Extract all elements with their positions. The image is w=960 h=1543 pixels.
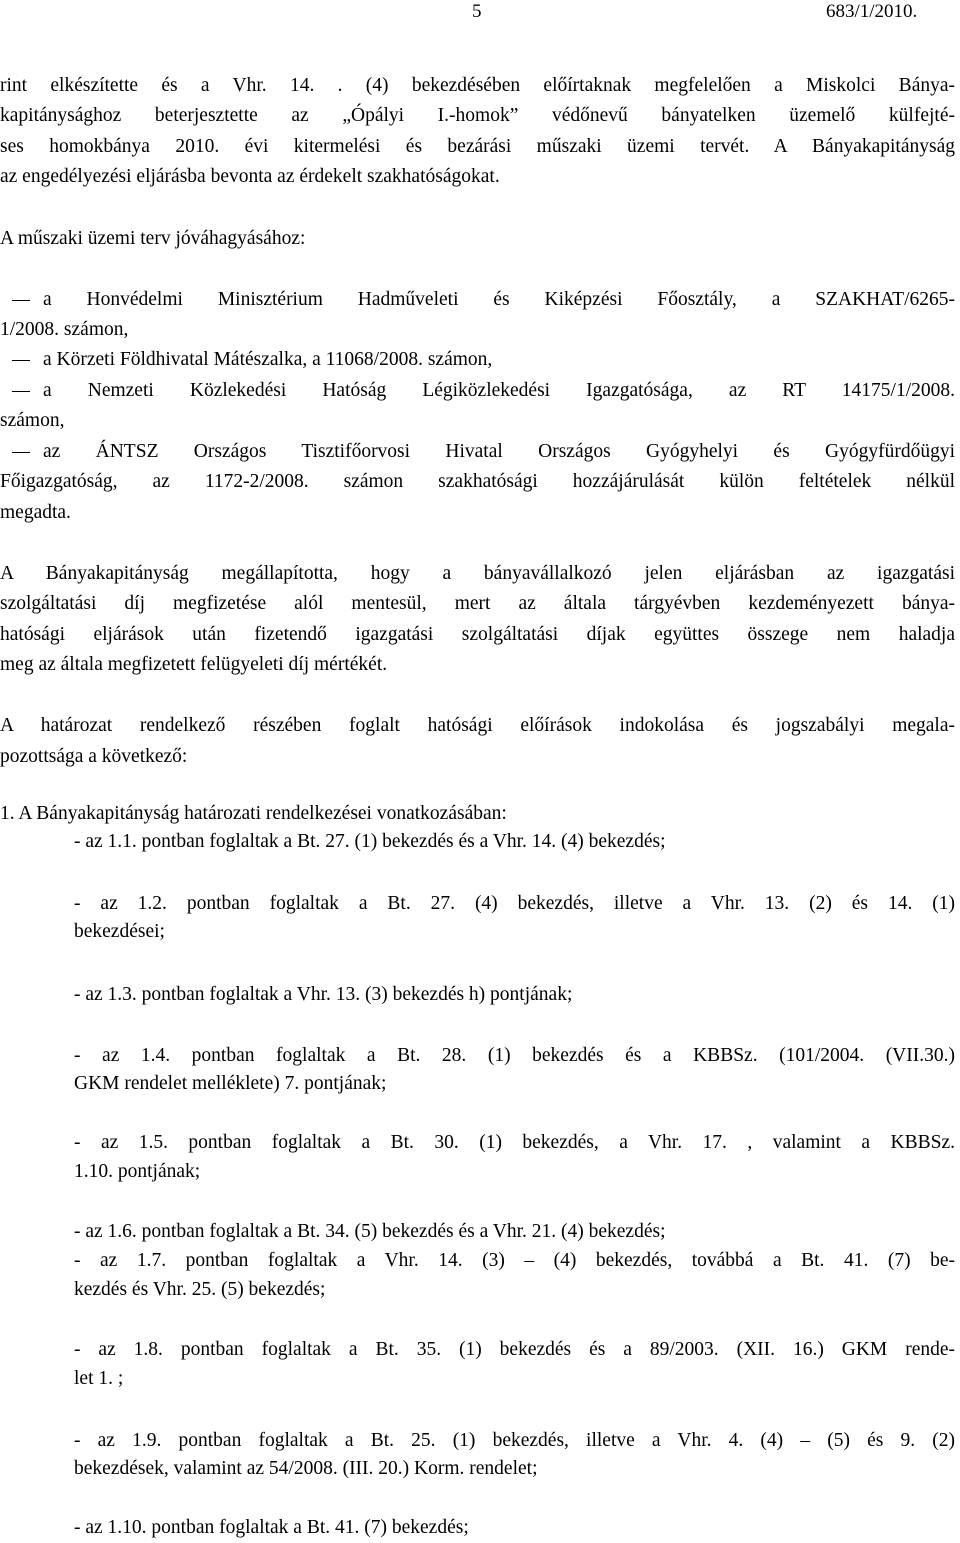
- dash-bullet: [12, 300, 30, 301]
- paragraph-line: ses homokbánya 2010. évi kitermelési és bezárási műszaki üzemi tervét. A Bányakapitányság: [0, 136, 955, 157]
- list-item-line: Főigazgatóság, az 1172-2/2008. számon szakhatósági hozzájárulását külön feltételek nélkül: [0, 471, 955, 492]
- list-item-line: a Nemzeti Közlekedési Hatóság Légiközlekedési Igazgatósága, az RT 14175/1/2008.: [43, 380, 955, 401]
- list-item-line: megadta.: [0, 502, 71, 523]
- legal-item-line: kezdés és Vhr. 25. (5) bekezdés;: [74, 1279, 326, 1300]
- legal-item-line: - az 1.3. pontban foglaltak a Vhr. 13. (3) bekezdés h) pontjának;: [74, 984, 573, 1005]
- paragraph-line: A Bányakapitányság megállapította, hogy a bányavállalkozó jelen eljárásban az igazgatási: [0, 563, 955, 584]
- list-item-line: a Honvédelmi Minisztérium Hadműveleti és Kiképzési Főosztály, a SZAKHAT/6265-: [43, 289, 955, 310]
- paragraph-line: kapitánysághoz beterjesztette az „Ópályi I.-homok” védőnevű bányatelken üzemelő külfejté-: [0, 105, 955, 126]
- numbered-heading: 1. A Bányakapitányság határozati rendelkezései vonatkozásában:: [0, 803, 507, 824]
- legal-item-line: - az 1.7. pontban foglaltak a Vhr. 14. (3) – (4) bekezdés, továbbá a Bt. 41. (7) be-: [74, 1250, 955, 1271]
- legal-item-line: - az 1.4. pontban foglaltak a Bt. 28. (1) bekezdés és a KBBSz. (101/2004. (VII.30.): [74, 1045, 955, 1066]
- legal-item-line: - az 1.8. pontban foglaltak a Bt. 35. (1) bekezdés és a 89/2003. (XII. 16.) GKM rende-: [74, 1339, 955, 1360]
- paragraph-line: rint elkészítette és a Vhr. 14. . (4) bekezdésében előírtaknak megfelelően a Miskolci Bánya-: [0, 75, 955, 96]
- document-reference: 683/1/2010.: [826, 1, 918, 22]
- legal-item-line: - az 1.2. pontban foglaltak a Bt. 27. (4) bekezdés, illetve a Vhr. 13. (2) és 14. (1): [74, 893, 955, 914]
- list-item-line: 1/2008. számon,: [0, 319, 129, 340]
- legal-item-line: - az 1.1. pontban foglaltak a Bt. 27. (1) bekezdés és a Vhr. 14. (4) bekezdés;: [74, 831, 666, 852]
- paragraph-line: szolgáltatási díj megfizetése alól mentesül, mert az általa tárgyévben kezdeményezett bánya-: [0, 593, 955, 614]
- list-item-line: a Körzeti Földhivatal Mátészalka, a 11068/2008. számon,: [43, 349, 493, 370]
- legal-item-line: GKM rendelet melléklete) 7. pontjának;: [74, 1073, 387, 1094]
- legal-item-line: let 1. ;: [74, 1368, 124, 1389]
- paragraph-line: hatósági eljárások után fizetendő igazgatási szolgáltatási díjak együttes összege nem haladja: [0, 624, 955, 645]
- legal-item-line: - az 1.5. pontban foglaltak a Bt. 30. (1) bekezdés, a Vhr. 17. , valamint a KBBSz.: [74, 1132, 955, 1153]
- legal-item-line: - az 1.6. pontban foglaltak a Bt. 34. (5) bekezdés és a Vhr. 21. (4) bekezdés;: [74, 1221, 666, 1242]
- legal-item-line: bekezdések, valamint az 54/2008. (III. 20.) Korm. rendelet;: [74, 1458, 538, 1479]
- list-item-line: az ÁNTSZ Országos Tisztifőorvosi Hivatal Országos Gyógyhelyi és Gyógyfürdőügyi: [43, 441, 955, 462]
- legal-item-line: 1.10. pontjának;: [74, 1161, 201, 1182]
- paragraph-line: pozottsága a következő:: [0, 746, 188, 767]
- paragraph-line: meg az általa megfizetett felügyeleti díj mértékét.: [0, 654, 388, 675]
- dash-bullet: [12, 391, 30, 392]
- legal-item-line: bekezdései;: [74, 921, 165, 942]
- legal-item-line: - az 1.10. pontban foglaltak a Bt. 41. (7) bekezdés;: [74, 1517, 469, 1538]
- list-item-line: számon,: [0, 410, 65, 431]
- dash-bullet: [12, 452, 30, 453]
- paragraph-line: A határozat rendelkező részében foglalt hatósági előírások indokolása és jogszabályi megala-: [0, 715, 955, 736]
- page-number: 5: [472, 1, 482, 22]
- section-intro: A műszaki üzemi terv jóváhagyásához:: [0, 228, 306, 249]
- dash-bullet: [12, 360, 30, 361]
- legal-item-line: - az 1.9. pontban foglaltak a Bt. 25. (1) bekezdés, illetve a Vhr. 4. (4) – (5) és 9. (2): [74, 1430, 955, 1451]
- paragraph-line: az engedélyezési eljárásba bevonta az érdekelt szakhatóságokat.: [0, 166, 500, 187]
